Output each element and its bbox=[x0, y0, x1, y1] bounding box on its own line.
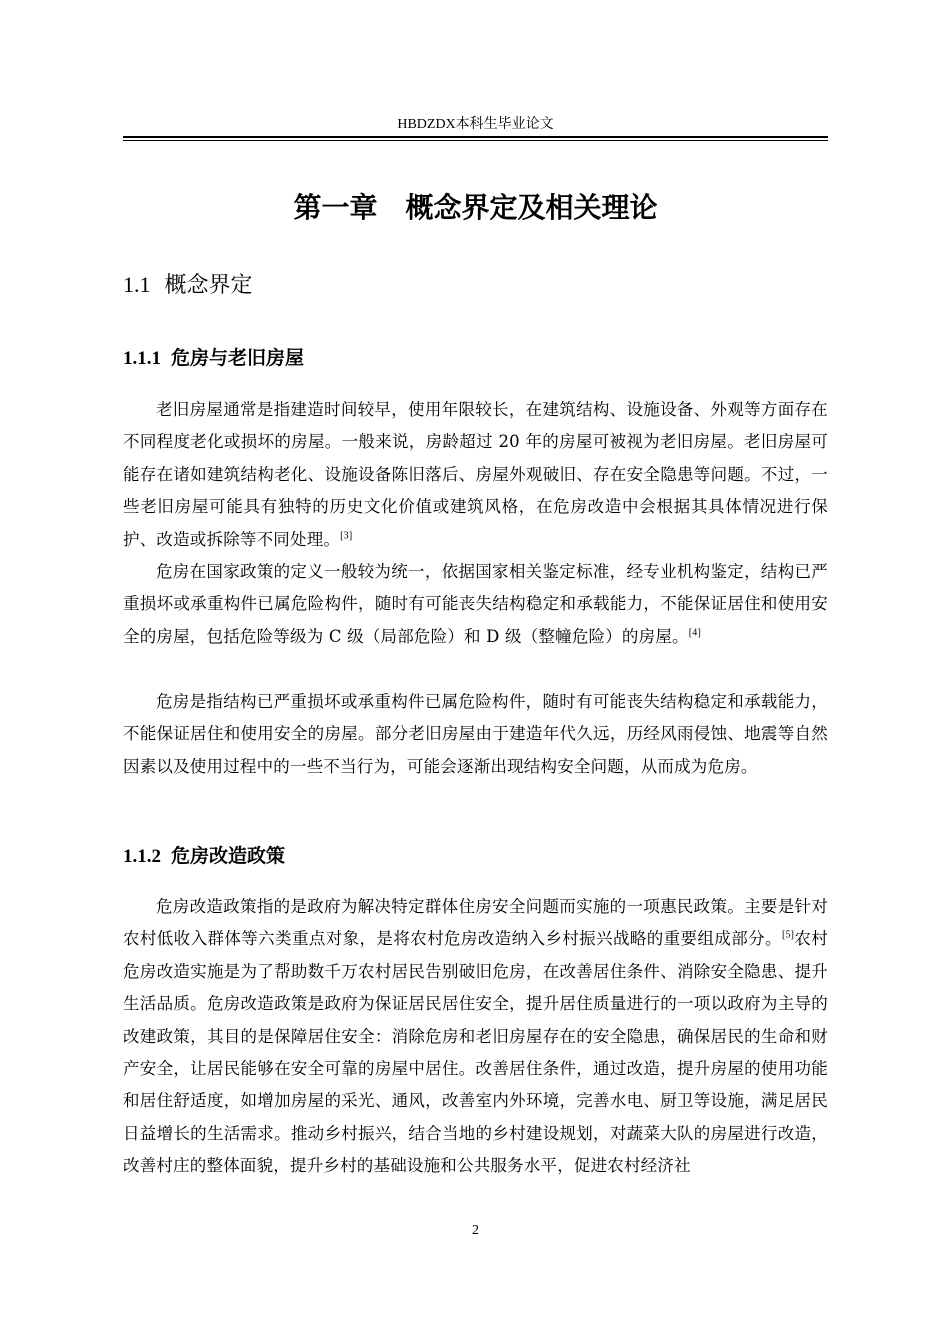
citation-ref: [3] bbox=[340, 530, 353, 542]
citation-ref: [4] bbox=[688, 627, 701, 639]
subsection-heading-1-1-1 bbox=[123, 345, 304, 372]
paragraph-text: 危房在国家政策的定义一般较为统一，依据国家相关鉴定标准，经专业机构鉴定，结构已严重损坏或承重构件已属危险构件，随时有可能丧失结构稳定和承载能力，不能保证居住和使用安全的房屋，包括危险等级为 C 级（局部危险）和 D 级（整幢危险）的房屋。 bbox=[123, 562, 828, 646]
paragraph-dangerous-house-policy bbox=[123, 556, 828, 653]
citation-ref: [5] bbox=[781, 929, 795, 941]
subsection-number: 1.1.1 bbox=[123, 348, 161, 369]
paragraph-renovation-policy bbox=[123, 891, 828, 1183]
section-title: 概念界定 bbox=[164, 273, 253, 298]
paragraph-old-houses bbox=[123, 394, 828, 556]
section-number: 1.1 bbox=[123, 272, 151, 297]
chapter-title: 第一章 概念界定及相关理论 bbox=[293, 191, 658, 224]
running-header: HBDZDX本科生毕业论文 bbox=[397, 117, 554, 132]
section-heading-1-1 bbox=[123, 270, 253, 301]
paragraph-dangerous-house-definition bbox=[123, 686, 828, 783]
header-rule-thick bbox=[123, 136, 828, 138]
header-rule-thin bbox=[123, 140, 828, 141]
subsection-title: 危房改造政策 bbox=[171, 845, 286, 867]
subsection-heading-1-1-2 bbox=[123, 843, 285, 870]
page-number: 2 bbox=[472, 1223, 479, 1238]
paragraph-text: 危房是指结构已严重损坏或承重构件已属危险构件，随时有可能丧失结构稳定和承载能力，不能保证居住和使用安全的房屋。部分老旧房屋由于建造年代久远，历经风雨侵蚀、地震等自然因素以及使用过程中的一些不当行为，可能会逐渐出现结构安全问题，从而成为危房。 bbox=[123, 692, 828, 776]
paragraph-text: 老旧房屋通常是指建造时间较早，使用年限较长，在建筑结构、设施设备、外观等方面存在不同程度老化或损坏的房屋。一般来说，房龄超过 20 年的房屋可被视为老旧房屋。老旧房屋可能存在诸如建筑结构老化、设施设备陈旧落后、房屋外观破旧、存在安全隐患等问题。不过，一些老旧房屋可能具有独特的历史文化价值或建筑风格，在危房改造中会根据其具体情况进行保护、改造或拆除等不同处理。 bbox=[123, 400, 828, 549]
subsection-number: 1.1.2 bbox=[123, 846, 161, 867]
paragraph-text: 危房改造政策指的是政府为解决特定群体住房安全问题而实施的一项惠民政策。主要是针对农村低收入群体等六类重点对象，是将农村危房改造纳入乡村振兴战略的重要组成部分。 bbox=[123, 897, 828, 949]
subsection-title: 危房与老旧房屋 bbox=[171, 347, 305, 369]
paragraph-text-continued: 农村危房改造实施是为了帮助数千万农村居民告别破旧危房，在改善居住条件、消除安全隐患、提升生活品质。危房改造政策是政府为保证居民居住安全，提升居住质量进行的一项以政府为主导的改建政策，其目的是保障居住安全：消除危房和老旧房屋存在的安全隐患，确保居民的生命和财产安全，让居民能够在安全可靠的房屋中居住。改善居住条件，通过改造，提升房屋的使用功能和居住舒适度，如增加房屋的采光、通风，改善室内外环境，完善水电、厨卫等设施，满足居民日益增长的生活需求。推动乡村振兴，结合当地的乡村建设规划，对蔬菜大队的房屋进行改造，改善村庄的整体面貌，提升乡村的基础设施和公共服务水平，促进农村经济社 bbox=[123, 929, 828, 1176]
